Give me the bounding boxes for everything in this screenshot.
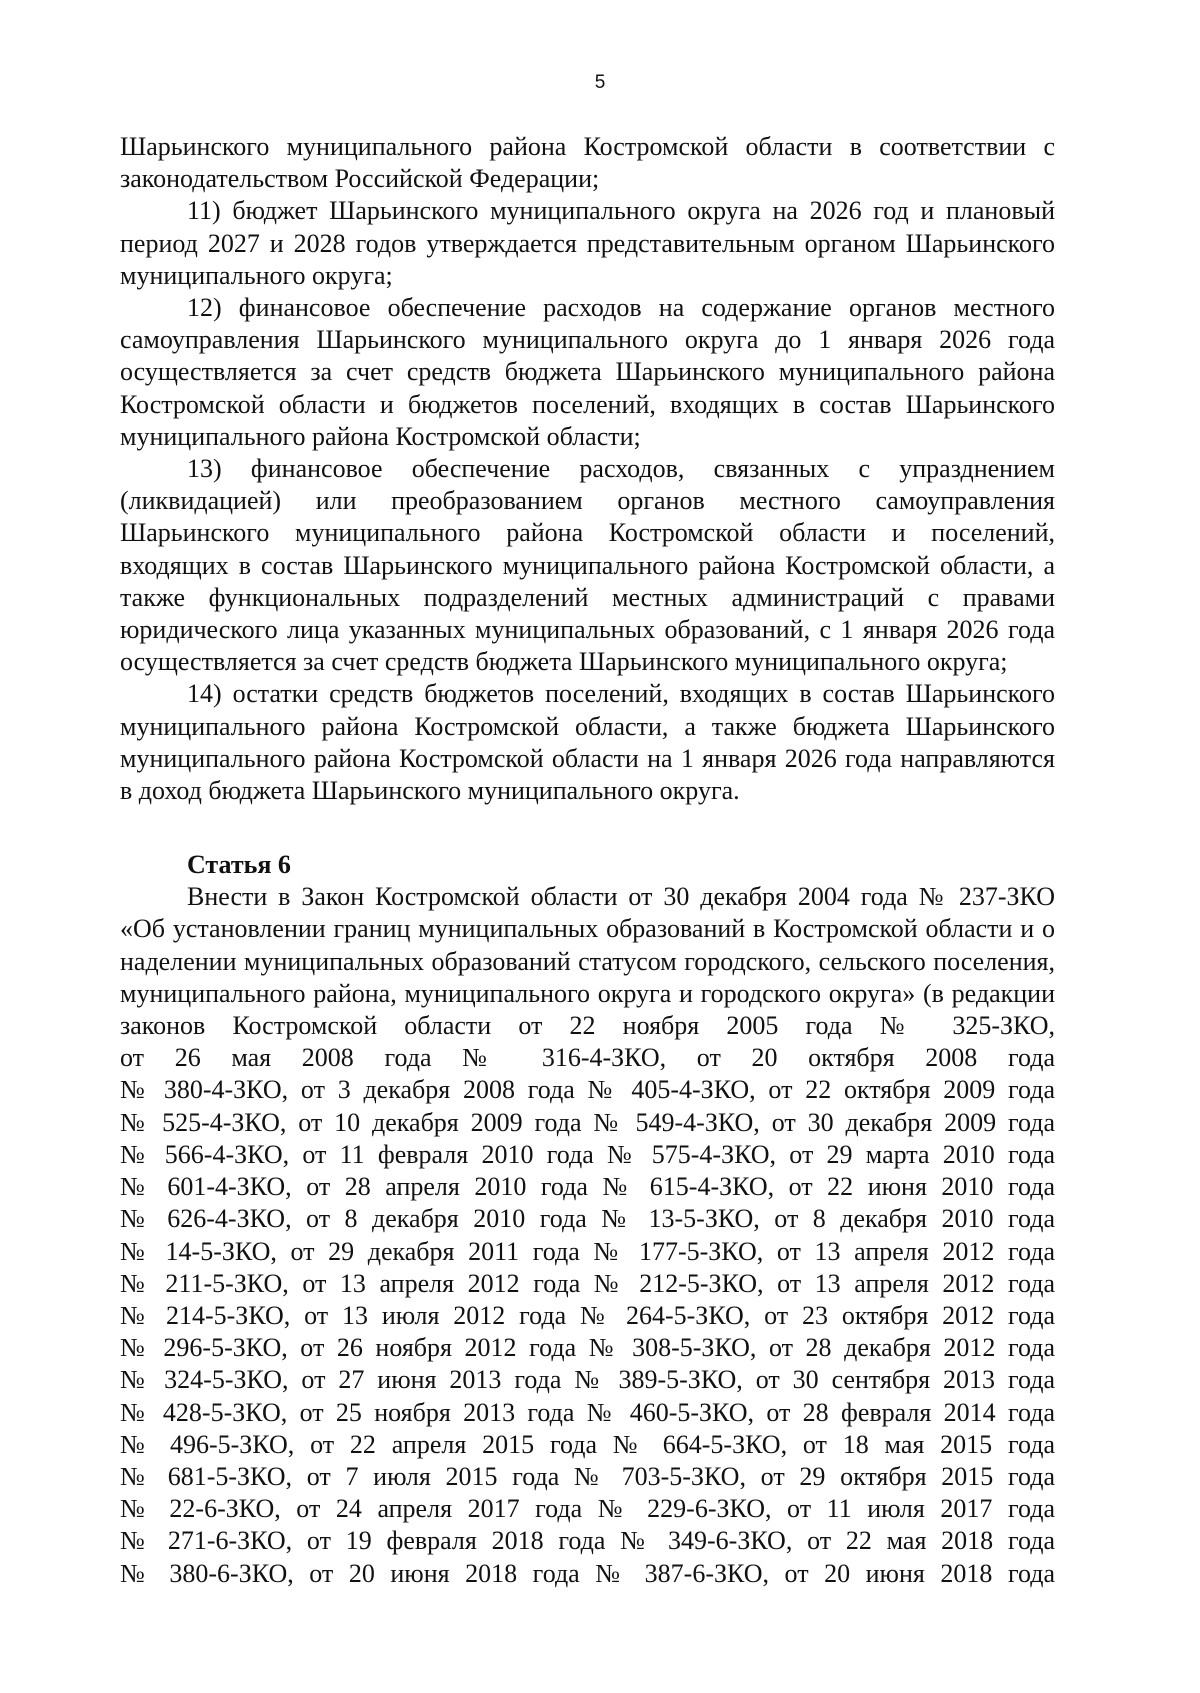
article-line: от 26 мая 2008 года № 316-4-ЗКО, от 20 октября 2008 года <box>120 1043 1055 1073</box>
article-line: наделении муниципальных образований статусом городского, сельского поселения, <box>120 946 1055 976</box>
article-line: № 214-5-ЗКО, от 13 июля 2012 года № 264-5-ЗКО, от 23 октября 2012 года <box>120 1300 1055 1330</box>
article-line: № 525-4-ЗКО, от 10 декабря 2009 года № 549-4-ЗКО, от 30 декабря 2009 года <box>120 1107 1055 1137</box>
article-6-body <box>120 881 1055 1589</box>
article-line: № 324-5-ЗКО, от 27 июня 2013 года № 389-5-ЗКО, от 30 сентября 2013 года <box>120 1365 1055 1395</box>
paragraph-item-12: 12) финансовое обеспечение расходов на содержание органов местного самоуправления Шарьинского муниципального округа до 1 января 2026 года осуществляется за счет средств бюджета Шарьинского муниципального района Костромской области и бюджетов поселений, входящих в состав Шарьинского муниципального района Костромской области; <box>120 293 1055 451</box>
article-line: № 271-6-ЗКО, от 19 февраля 2018 года № 349-6-ЗКО, от 22 мая 2018 года <box>120 1526 1055 1556</box>
article-line: № 496-5-ЗКО, от 22 апреля 2015 года № 664-5-ЗКО, от 18 мая 2015 года <box>120 1429 1055 1459</box>
article-line: № 296-5-ЗКО, от 26 ноября 2012 года № 308-5-ЗКО, от 28 декабря 2012 года <box>120 1333 1055 1363</box>
article-line: № 428-5-ЗКО, от 25 ноября 2013 года № 460-5-ЗКО, от 28 февраля 2014 года <box>120 1397 1055 1427</box>
article-line: № 566-4-ЗКО, от 11 февраля 2010 года № 575-4-ЗКО, от 29 марта 2010 года <box>120 1139 1055 1169</box>
paragraph-item-13: 13) финансовое обеспечение расходов, связанных с упразднением (ликвидацией) или преобразованием органов местного самоуправления Шарьинского муниципального района Костромской области и поселений, входящих в состав Шарьинского муниципального района Костромской области, а также функциональных подразделений местных администраций с правами юридического лица указанных муниципальных образований, с 1 января 2026 года осуществляется за счет средств бюджета Шарьинского муниципального округа; <box>120 454 1055 677</box>
article-line: «Об установлении границ муниципальных образований в Костромской области и о <box>120 914 1055 944</box>
page-number: 5 <box>594 72 606 93</box>
article-line: № 681-5-ЗКО, от 7 июля 2015 года № 703-5-ЗКО, от 29 октября 2015 года <box>120 1461 1055 1491</box>
article-line: Внести в Закон Костромской области от 30 декабря 2004 года № 237-ЗКО <box>187 882 1055 912</box>
article-line: № 601-4-ЗКО, от 28 апреля 2010 года № 615-4-ЗКО, от 22 июня 2010 года <box>120 1172 1055 1202</box>
paragraph-item-14: 14) остатки средств бюджетов поселений, входящих в состав Шарьинского муниципального района Костромской области, а также бюджета Шарьинского муниципального района Костромской области на 1 января 2026 года направляются в доход бюджета Шарьинского муниципального округа. <box>120 679 1055 806</box>
article-heading: Статья 6 <box>187 850 291 880</box>
article-line: № 14-5-ЗКО, от 29 декабря 2011 года № 177-5-ЗКО, от 13 апреля 2012 года <box>120 1236 1055 1266</box>
paragraph-item-11: 11) бюджет Шарьинского муниципального округа на 2026 год и плановый период 2027 и 2028 годов утверждается представительным органом Шарьинского муниципального округа; <box>120 196 1055 290</box>
article-line: № 380-4-ЗКО, от 3 декабря 2008 года № 405-4-ЗКО, от 22 октября 2009 года <box>120 1075 1055 1105</box>
article-line: законов Костромской области от 22 ноября 2005 года № 325-ЗКО, <box>120 1011 1055 1041</box>
article-line: № 380-6-ЗКО, от 20 июня 2018 года № 387-6-ЗКО, от 20 июня 2018 года <box>120 1558 1055 1588</box>
document-body <box>120 131 1055 1590</box>
article-line: № 22-6-ЗКО, от 24 апреля 2017 года № 229-6-ЗКО, от 11 июля 2017 года <box>120 1494 1055 1524</box>
article-line: № 626-4-ЗКО, от 8 декабря 2010 года № 13-5-ЗКО, от 8 декабря 2010 года <box>120 1204 1055 1234</box>
paragraph-continuation: Шарьинского муниципального района Костромской области в соответствии с законодательством Российской Федерации; <box>120 132 1055 194</box>
article-line: муниципального района, муниципального округа и городского округа» (в редакции <box>120 978 1055 1008</box>
article-line: № 211-5-ЗКО, от 13 апреля 2012 года № 212-5-ЗКО, от 13 апреля 2012 года <box>120 1268 1055 1298</box>
